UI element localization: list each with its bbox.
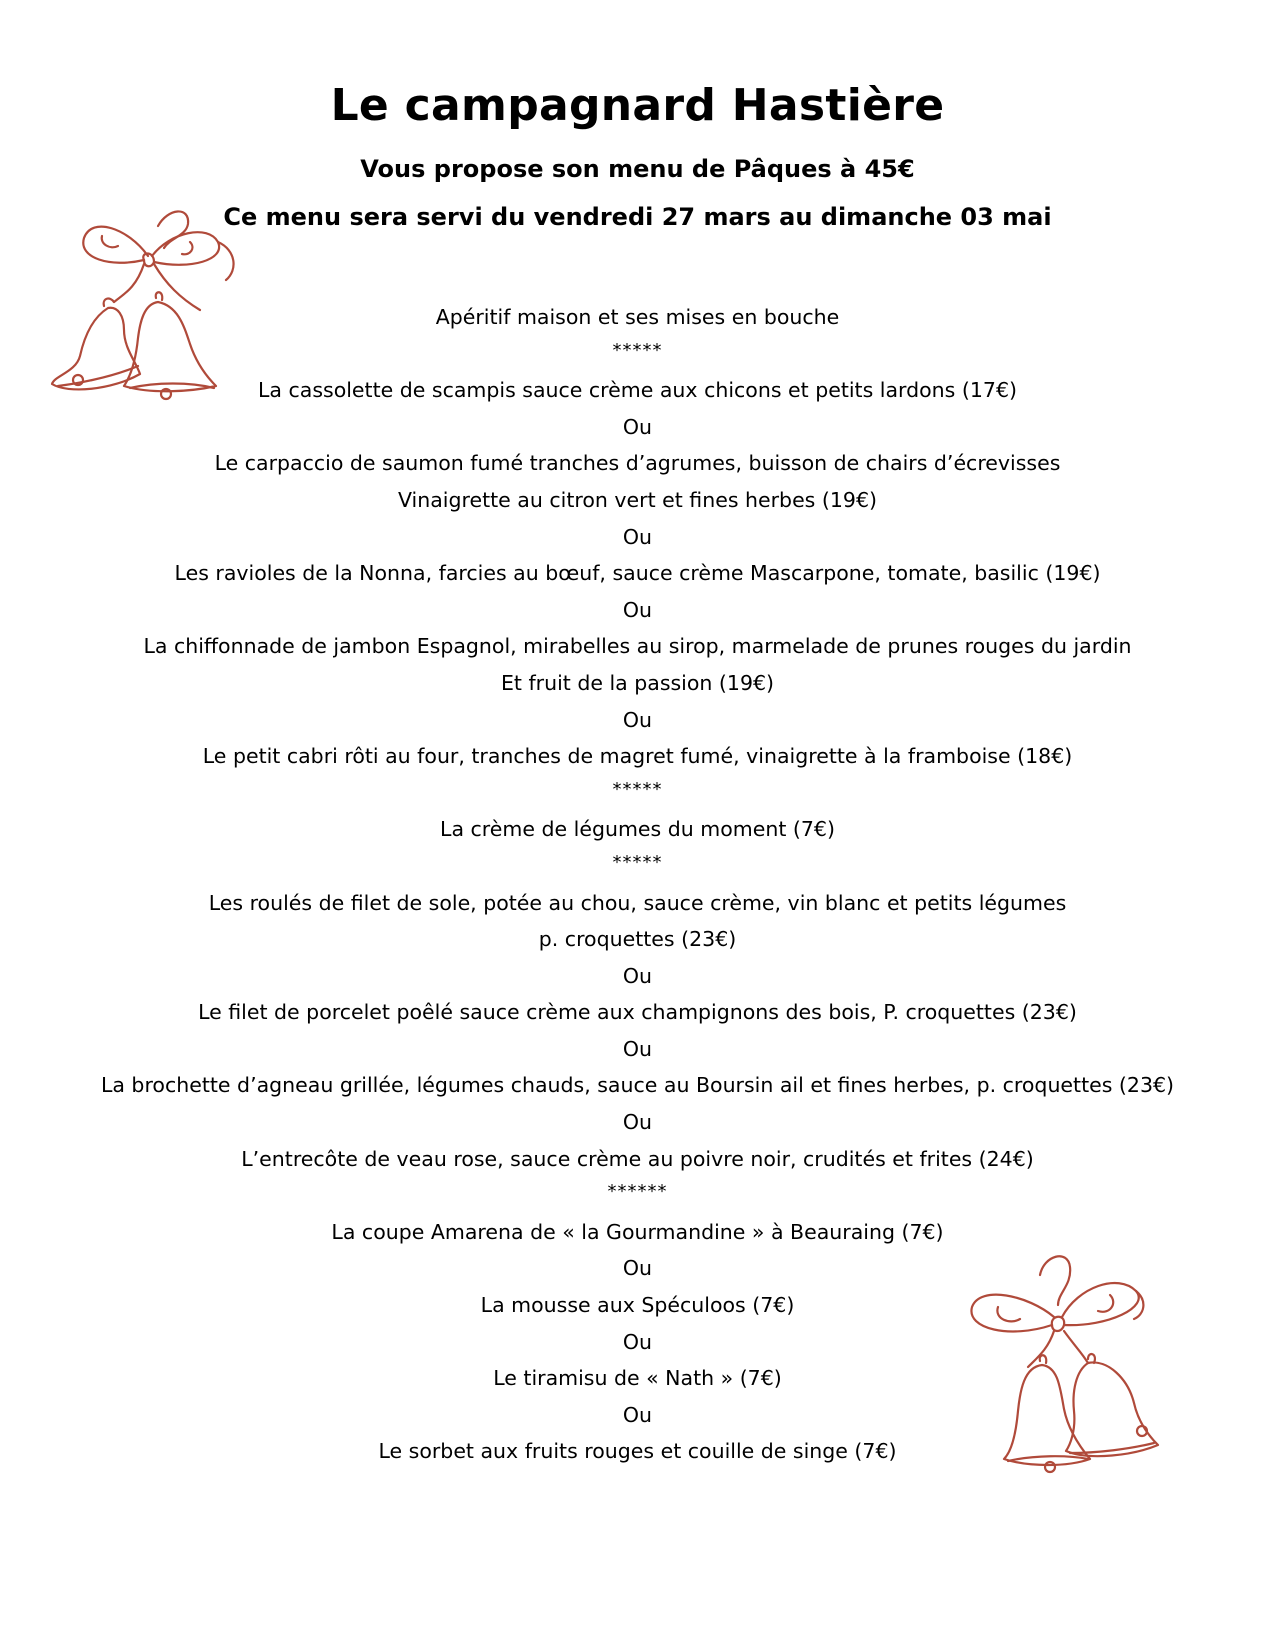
separator: ***** — [612, 339, 663, 361]
menu-line: La coupe Amarena de « la Gourmandine » à Beauraing (7€) — [331, 1219, 944, 1244]
menu-line: Le carpaccio de saumon fumé tranches d’agrumes, buisson de chairs d’écrevisses — [214, 451, 1061, 476]
menu-line: L’entrecôte de veau rose, sauce crème au poivre noir, crudités et frites (24€) — [241, 1146, 1034, 1171]
or-line: Ou — [622, 1110, 653, 1135]
menu-line: La cassolette de scampis sauce crème aux chicons et petits lardons (17€) — [258, 378, 1017, 403]
separator: ****** — [607, 1181, 668, 1203]
menu-line: Apéritif maison et ses mises en bouche — [435, 305, 840, 329]
menu-line: p. croquettes (23€) — [538, 927, 737, 952]
menu-line: Le filet de porcelet poêlé sauce crème aux champignons des bois, P. croquettes (23€) — [198, 1000, 1077, 1025]
separator: ***** — [612, 851, 663, 873]
or-line: Ou — [622, 1402, 653, 1427]
or-line: Ou — [622, 1256, 653, 1281]
or-line: Ou — [622, 707, 653, 732]
menu-line: Le tiramisu de « Nath » (7€) — [493, 1366, 782, 1391]
menu-line: La chiffonnade de jambon Espagnol, mirabelles au sirop, marmelade de prunes rouges du jardin — [143, 634, 1132, 659]
menu-line: Et fruit de la passion (19€) — [500, 670, 775, 695]
or-line: Ou — [622, 1329, 653, 1354]
menu-line: La crème de légumes du moment (7€) — [440, 817, 835, 842]
menu-dates: Ce menu sera servi du vendredi 27 mars au dimanche 03 mai — [223, 203, 1052, 231]
or-line: Ou — [622, 414, 653, 439]
menu-line: La brochette d’agneau grillée, légumes chauds, sauce au Boursin ail et fines herbes, p. croquettes (23€) — [100, 1073, 1175, 1098]
separator: ***** — [612, 778, 663, 800]
or-line: Ou — [622, 597, 653, 622]
menu-line: La mousse aux Spéculoos (7€) — [480, 1293, 795, 1318]
menu-line: Le sorbet aux fruits rouges et couille de singe (7€) — [378, 1439, 897, 1464]
menu-price-subtitle: Vous propose son menu de Pâques à 45€ — [360, 155, 915, 183]
menu-line: Les roulés de filet de sole, potée au chou, sauce crème, vin blanc et petits légumes — [208, 890, 1067, 915]
menu-line: Le petit cabri rôti au four, tranches de magret fumé, vinaigrette à la framboise (18€) — [202, 744, 1073, 769]
or-line: Ou — [622, 524, 653, 549]
or-line: Ou — [622, 963, 653, 988]
menu-line: Vinaigrette au citron vert et fines herbes (19€) — [397, 487, 878, 512]
menu-list — [40, 299, 1235, 1470]
menu-line: Les ravioles de la Nonna, farcies au bœuf, sauce crème Mascarpone, tomate, basilic (19€) — [174, 561, 1101, 586]
or-line: Ou — [622, 1036, 653, 1061]
page-title: Le campagnard Hastière — [330, 80, 945, 131]
